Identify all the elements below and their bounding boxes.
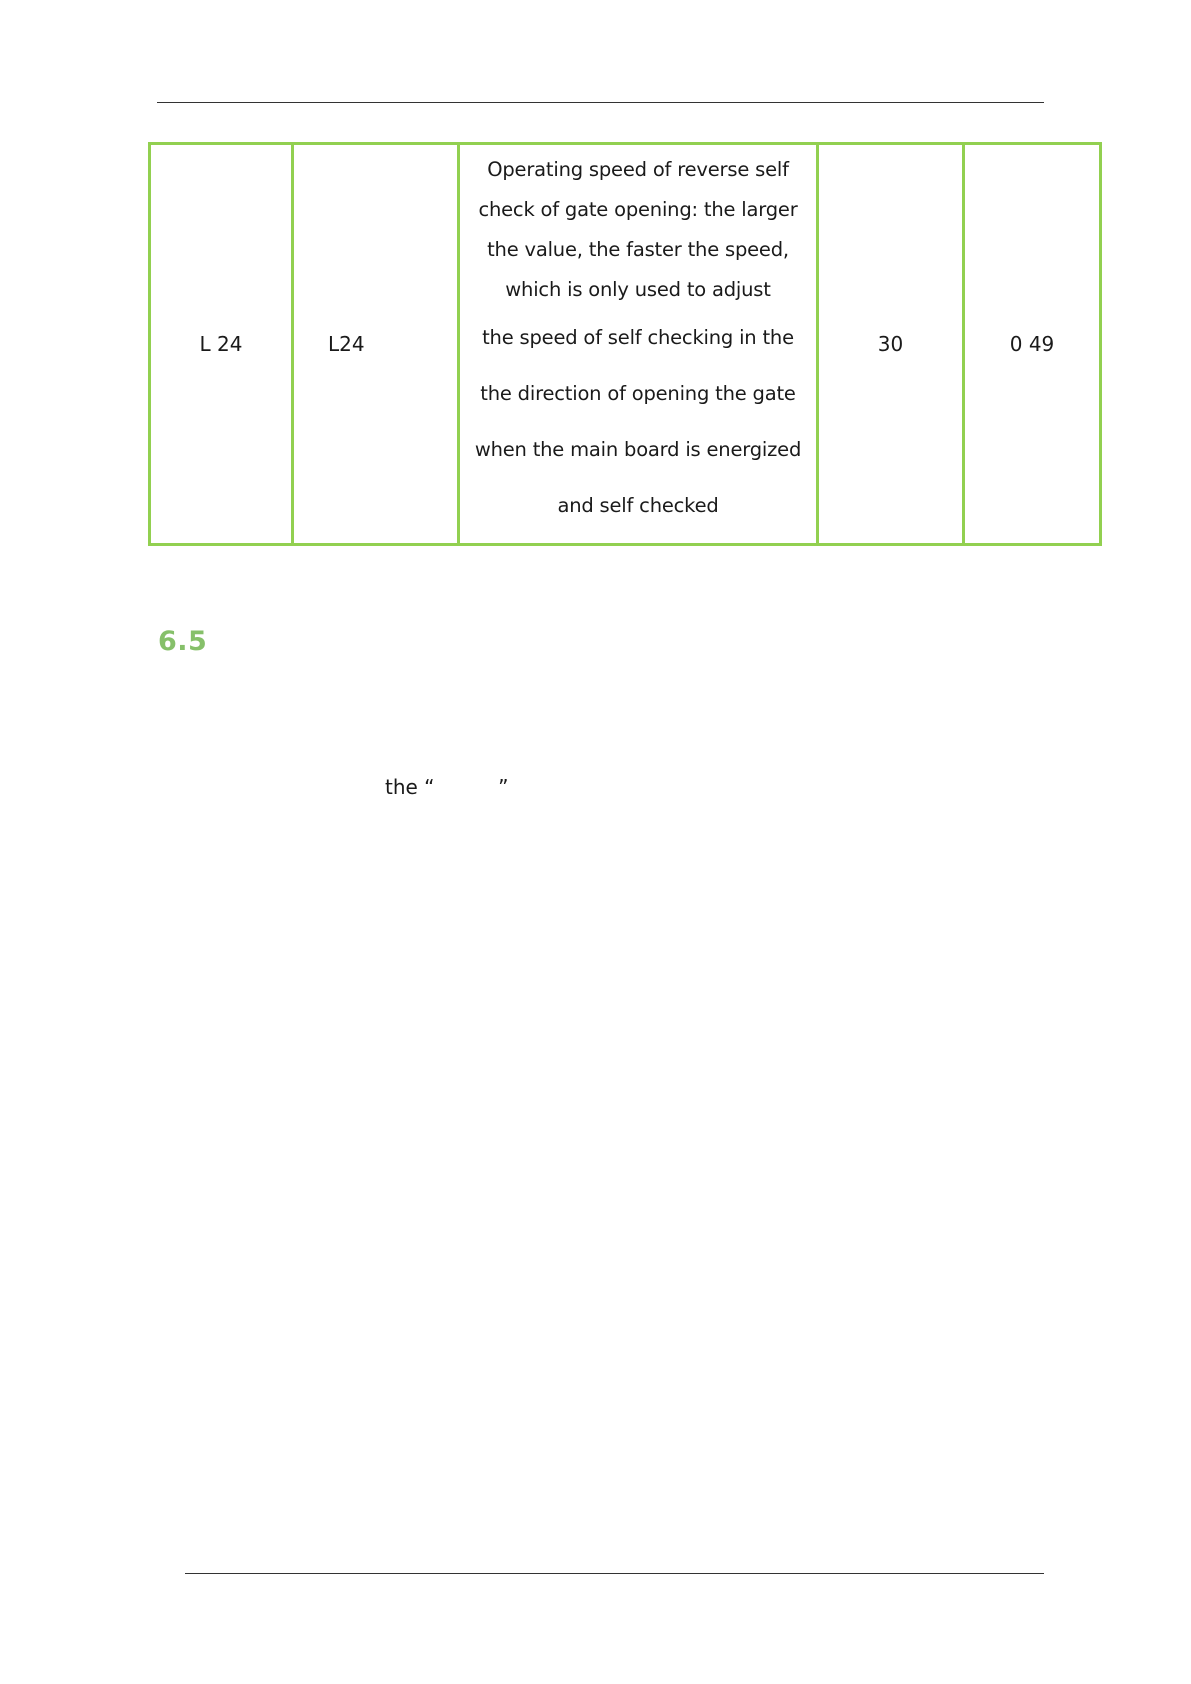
default-cell: 30	[818, 144, 964, 545]
table-row	[150, 144, 1101, 545]
body-text-fragment: the “ ”	[385, 775, 509, 799]
description-line: which is only used to adjust	[505, 278, 771, 301]
section-number: 6.5	[158, 626, 208, 657]
description-line: when the main board is energized	[474, 438, 802, 461]
code-cell: L24	[293, 144, 459, 545]
description-line: the direction of opening the gate	[480, 382, 796, 405]
footer-rule	[185, 1573, 1044, 1574]
header-rule	[157, 102, 1044, 103]
range-cell: 0 49	[964, 144, 1101, 545]
description-line: Operating speed of reverse self	[487, 158, 789, 181]
param-cell: L 24	[150, 144, 293, 545]
parameter-table	[148, 142, 1102, 546]
description-line: check of gate opening: the larger	[478, 198, 798, 221]
description-line: and self checked	[557, 494, 719, 517]
description-line: the value, the faster the speed,	[487, 238, 789, 261]
description-text	[460, 148, 816, 540]
description-line: the speed of self checking in the	[482, 326, 794, 349]
description-cell	[459, 144, 818, 545]
